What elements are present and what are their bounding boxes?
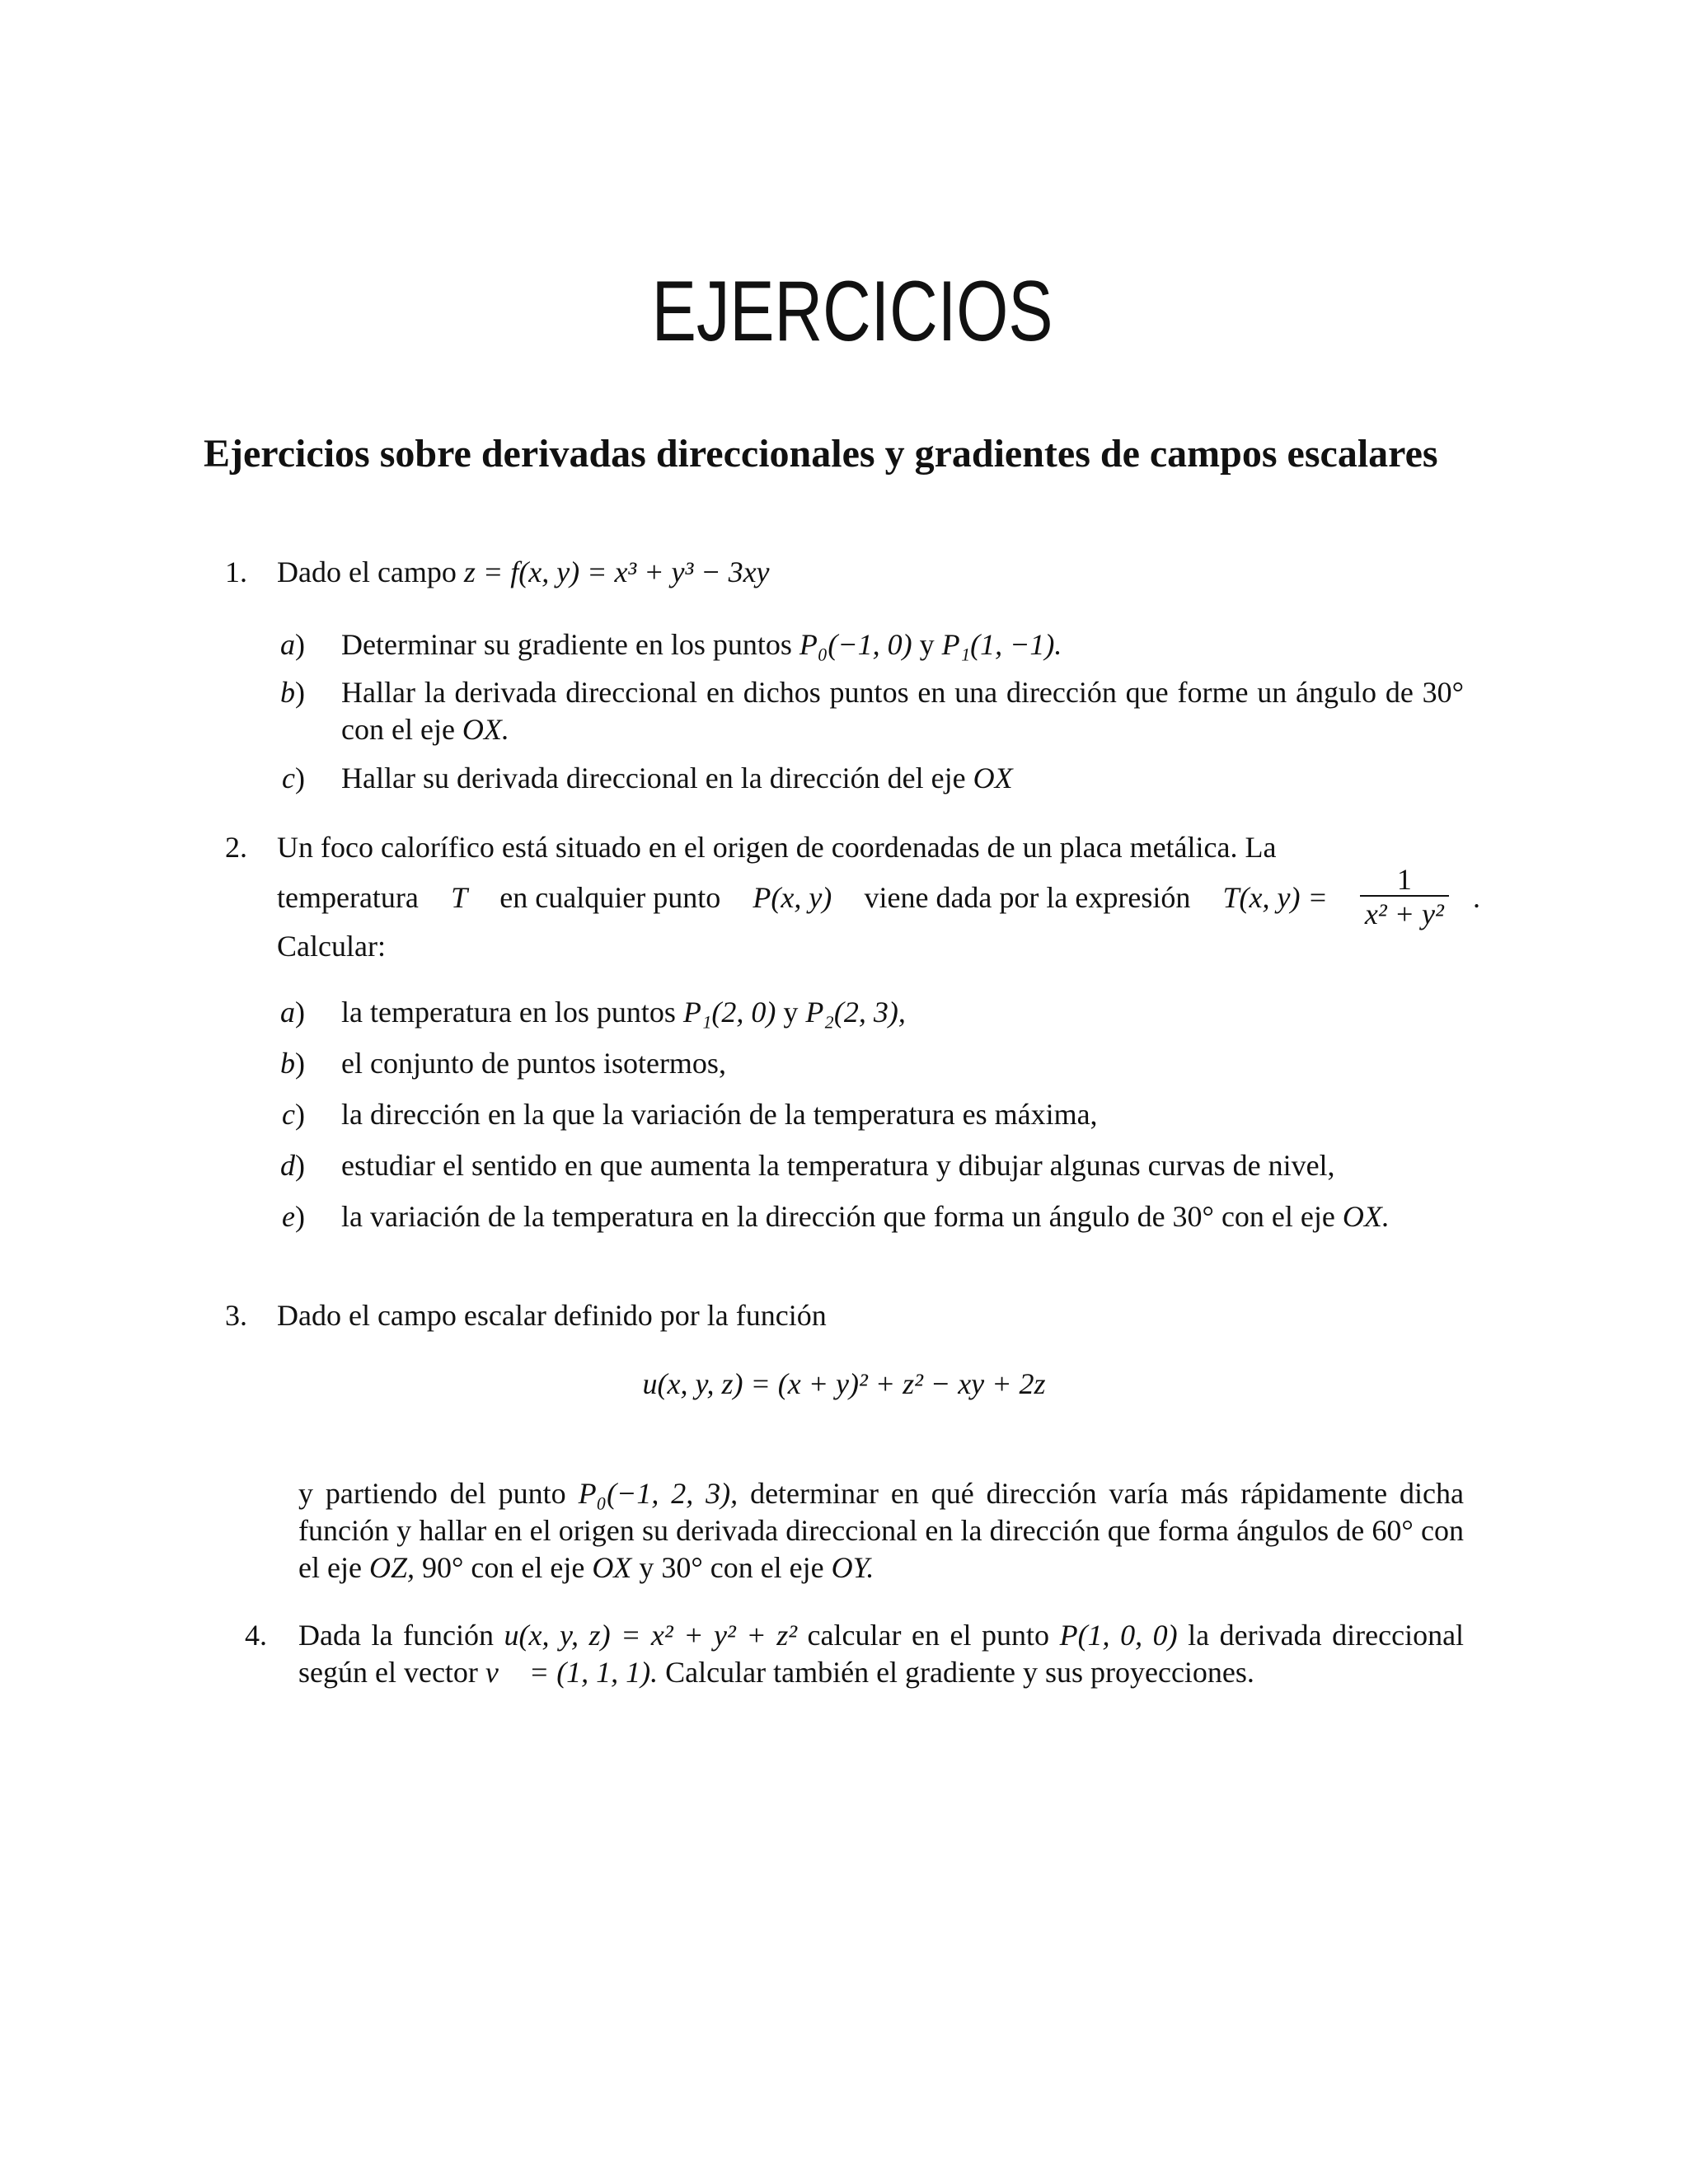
exercise-2-line-3: Calcular: <box>277 930 386 963</box>
exercise-1-item-b: Hallar la derivada direccional en dichos puntos en una dirección que forme un ángulo de 30° con el eje OX. <box>341 676 1464 746</box>
exercise-1-intro <box>277 554 1464 591</box>
item-label: a) <box>280 996 305 1029</box>
math-expression: z = f(x, y) = x³ + y³ − 3xy <box>463 555 770 588</box>
item-label: e) <box>282 1200 305 1233</box>
item-label: b) <box>280 676 305 709</box>
exercise-text: Dado el campo <box>277 555 457 588</box>
exercise-3-body: y partiendo del punto P₀(−1, 2, 3), determinar en qué dirección varía más rápidamente dicha función y hallar en el origen su derivada direccional en la dirección que forma ángulos de 60° con el eje OZ, 90° con el eje OX y 30° con el eje OY. <box>298 1477 1465 1584</box>
exercise-4-body: Dada la función u(x, y, z) = x² + y² + z² calcular en el punto P(1, 0, 0) la derivada direccional según el vector v⃗ = (1, 1, 1). Calcular también el gradiente y sus proyecciones. <box>298 1619 1465 1689</box>
exercise-3-intro: Dado el campo escalar definido por la función <box>277 1299 827 1332</box>
exercise-2-line-2: temperatura T en cualquier punto P(x, y) viene dada por la expresión T(x, y) = $\frac{1}{\text{x² + y²}}$ . <box>277 863 1480 930</box>
item-label: a) <box>280 628 305 661</box>
item-label: b) <box>280 1047 305 1080</box>
display-formula: u(x, y, z) = (x + y)² + z² − xy + 2z <box>642 1367 1046 1400</box>
section-heading: Ejercicios sobre derivadas direccionales y gradientes de campos escalares <box>204 432 1438 476</box>
exercise-number: 1. <box>225 555 247 588</box>
fraction: $\frac{1}{\text{x² + y²}}$ <box>1360 864 1449 931</box>
item-label: c) <box>282 1098 305 1131</box>
exercise-1-item-c: Hallar su derivada direccional en la dirección del eje OX <box>341 762 1013 794</box>
exercise-2-item-c: la dirección en la que la variación de la temperatura es máxima, <box>341 1098 1098 1131</box>
exercise-2-item-b: el conjunto de puntos isotermos, <box>341 1047 726 1080</box>
exercise-2-item-a: la temperatura en los puntos P₁(2, 0) y P₂(2, 3), <box>341 996 906 1029</box>
exercise-number: 3. <box>225 1299 247 1332</box>
page-title: EJERCICIOS <box>651 264 1053 359</box>
exercise-number: 2. <box>225 831 247 864</box>
item-label: d) <box>280 1149 305 1182</box>
exercise-number: 4. <box>245 1619 267 1652</box>
exercise-2-item-d: estudiar el sentido en que aumenta la temperatura y dibujar algunas curvas de nivel, <box>341 1149 1335 1182</box>
item-label: c) <box>282 762 305 794</box>
exercise-2-item-e: la variación de la temperatura en la dirección que forma un ángulo de 30° con el eje OX. <box>341 1200 1390 1233</box>
exercise-2-line-1: Un foco calorífico está situado en el origen de coordenadas de un placa metálica. La <box>277 831 1277 864</box>
exercise-1-item-a: Determinar su gradiente en los puntos P₀(−1, 0) y P₁(1, −1). <box>341 628 1062 661</box>
